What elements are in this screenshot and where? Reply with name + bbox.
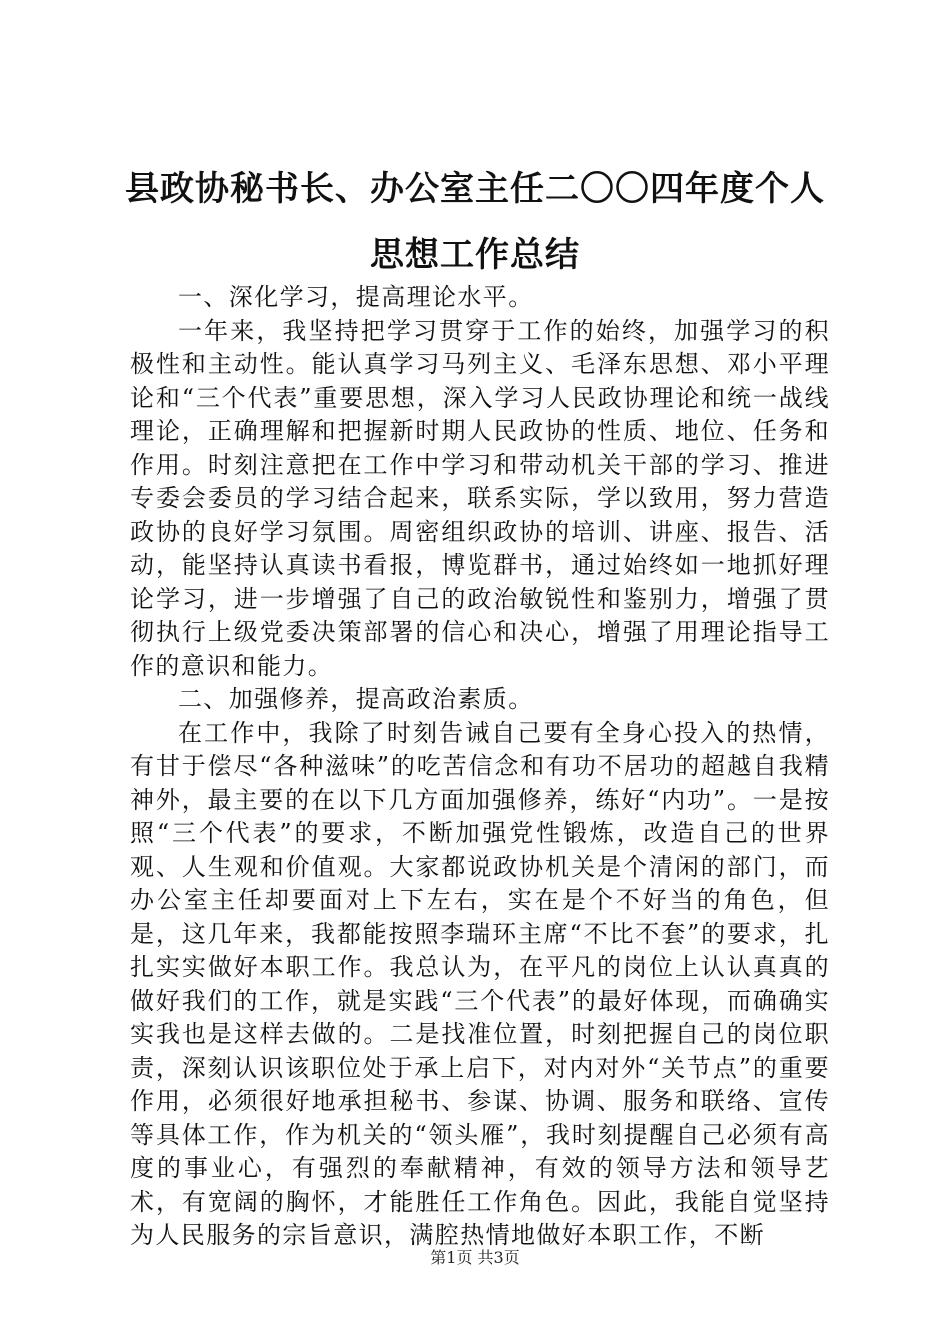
paragraph-1: 一年来，我坚持把学习贯穿于工作的始终，加强学习的积极性和主动性。能认真学习马列主义、毛泽东思想、邓小平理论和“三个代表”重要思想，深入学习人民政协理论和统一战线理论，正确理解和把握新时期人民政协的性质、地位、任务和作用。时刻注意把在工作中学习和带动机关干部的学习、推进专委会委员的学习结合起来，联系实际，学以致用，努力营造政协的良好学习氛围。周密组织政协的培训、讲座、报告、活动，能坚持认真读书看报，博览群书，通过始终如一地抓好理论学习，进一步增强了自己的政治敏锐性和鉴别力，增强了贯彻执行上级党委决策部署的信心和决心，增强了用理论指导工作的意识和能力。 xyxy=(130,316,830,680)
document-body xyxy=(130,281,830,1253)
document-title xyxy=(120,156,830,288)
section-heading-1: 一、深化学习，提高理论水平。 xyxy=(178,283,534,311)
section-heading-2: 二、加强修养，提高政治素质。 xyxy=(178,685,534,713)
title-line-1: 县政协秘书长、办公室主任二〇〇四年度个人 xyxy=(125,169,825,209)
paragraph-2: 在工作中，我除了时刻告诫自己要有全身心投入的热情，有甘于偿尽“各种滋味”的吃苦信念和有功不居功的超越自我精神外，最主要的在以下几方面加强修养，练好“内功”。一是按照“三个代表”的要求，不断加强党性锻炼，改造自己的世界观、人生观和价值观。大家都说政协机关是个清闲的部门，而办公室主任却要面对上下左右，实在是个不好当的角色，但是，这几年来，我都能按照李瑞环主席“不比不套”的要求，扎扎实实做好本职工作。我总认为，在平凡的岗位上认认真真的做好我们的工作，就是实践“三个代表”的最好体现，而确确实实我也是这样去做的。二是找准位置，时刻把握自己的岗位职责，深刻认识该职位处于承上启下，对内对外“关节点”的重要作用，必须很好地承担秘书、参谋、协调、服务和联络、宣传等具体工作，作为机关的“领头雁”，我时刻提醒自己必须有高度的事业心，有强烈的奉献精神，有效的领导方法和领导艺术，有宽阔的胸怀，才能胜任工作角色。因此，我能自觉坚持为人民服务的宗旨意识，满腔热情地做好本职工作，不断 xyxy=(130,718,830,1249)
page-footer: 第1页 共3页 xyxy=(430,1248,520,1267)
title-line-2: 思想工作总结 xyxy=(370,235,580,275)
